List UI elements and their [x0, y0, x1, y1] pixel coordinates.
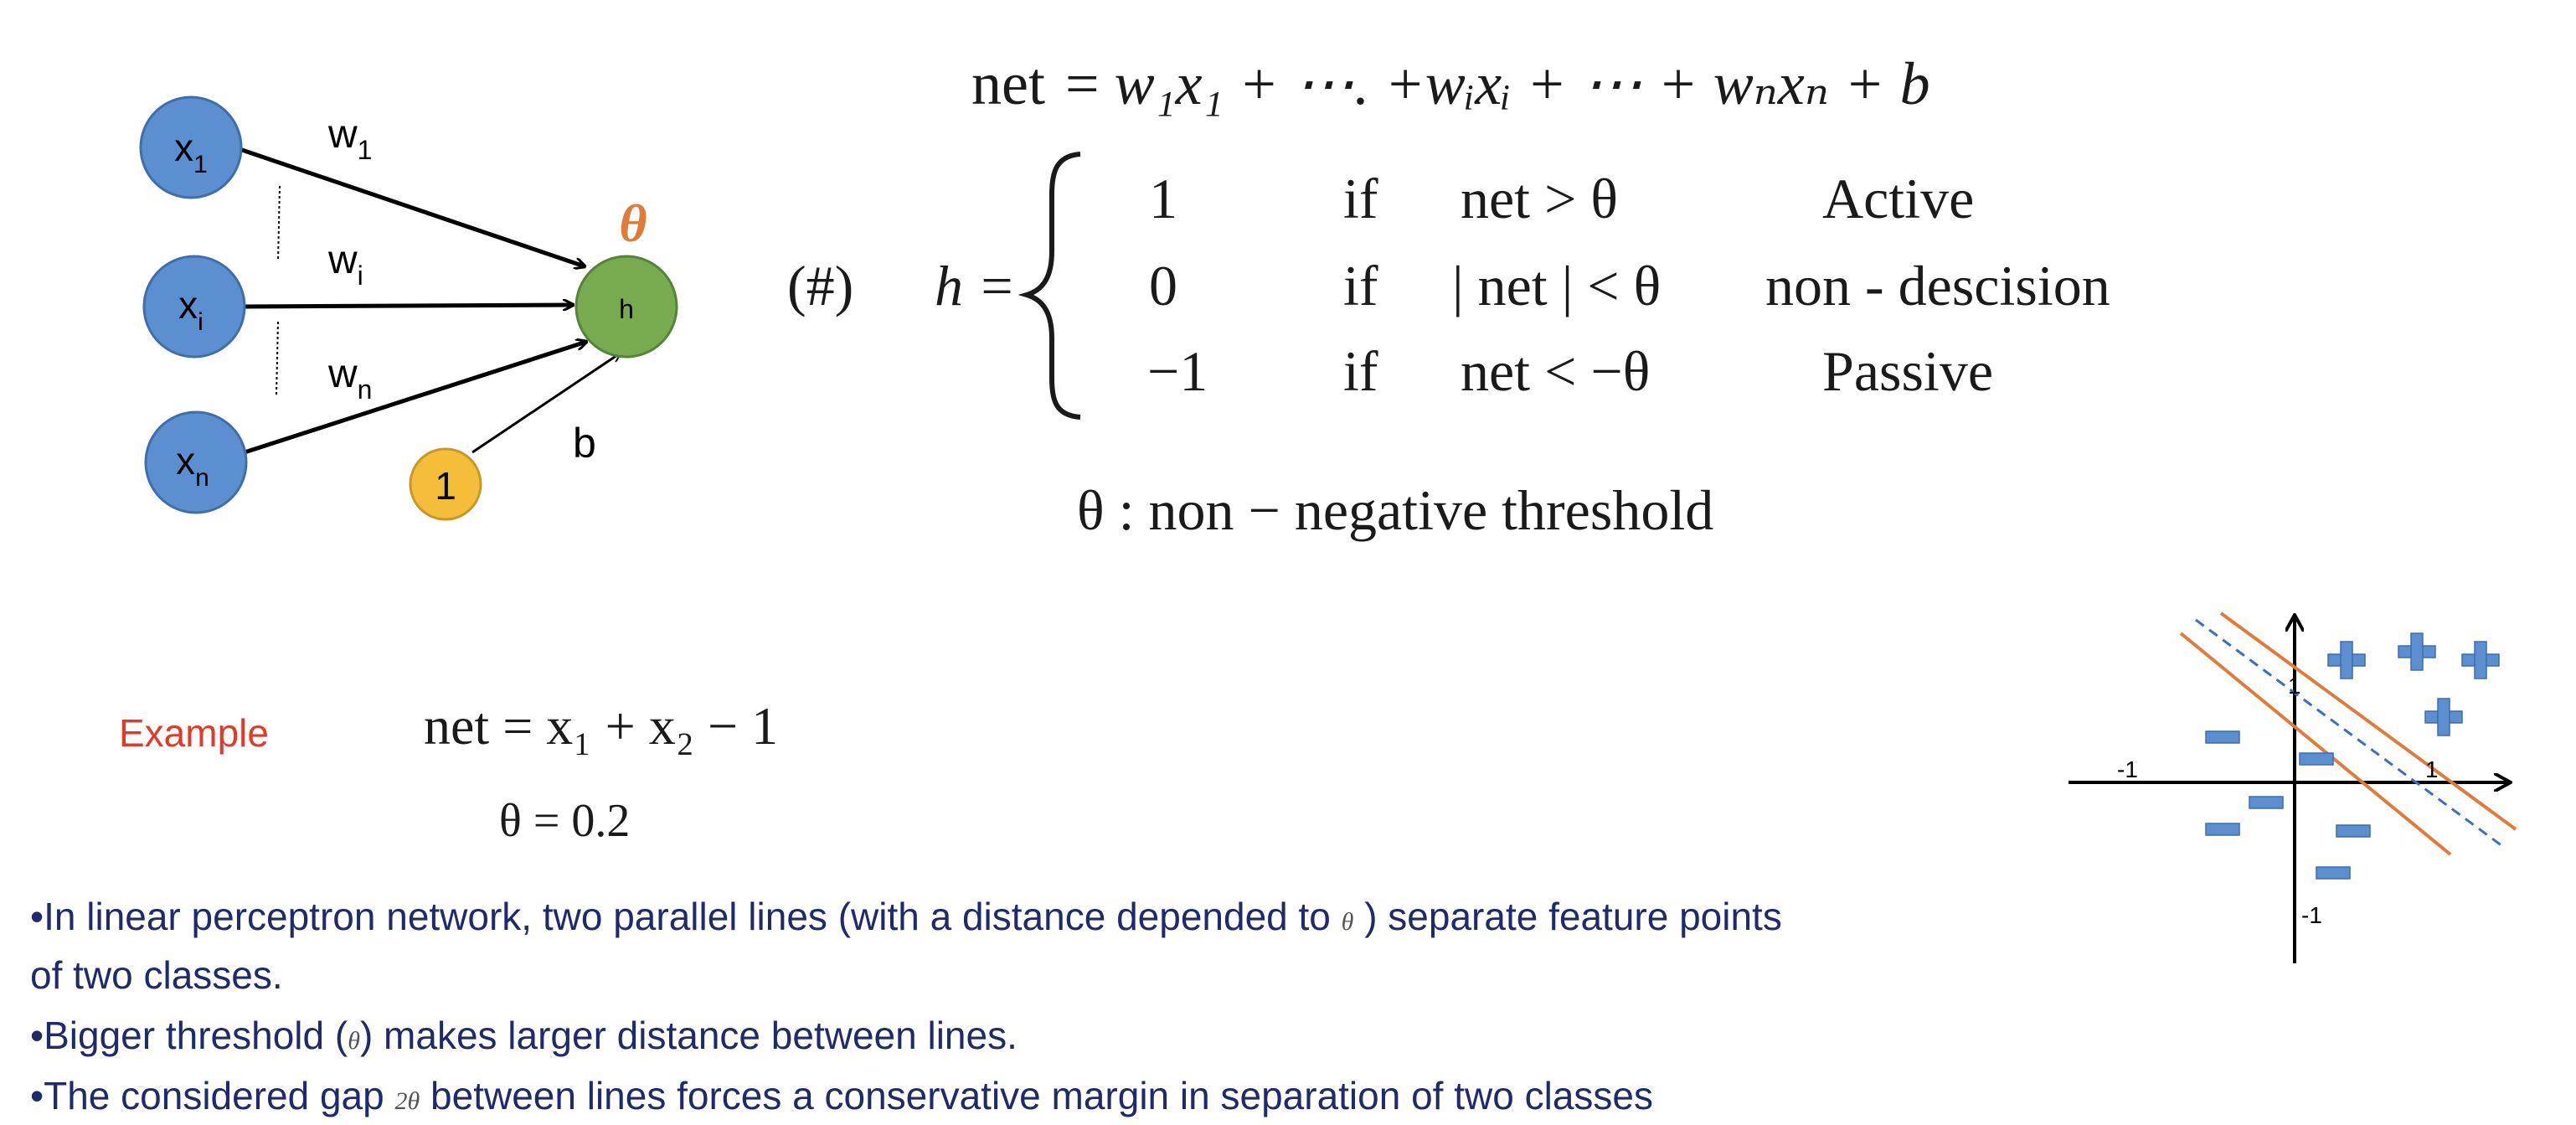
minus-marker-3: [2249, 797, 2283, 808]
edge-x1-h: [240, 149, 585, 266]
svg-text:Passive: Passive: [1822, 339, 1993, 403]
plus-marker-4: [2425, 699, 2462, 735]
minus-marker-2: [2300, 753, 2333, 765]
equations: [787, 50, 2110, 542]
bullet-2-theta: θ: [348, 1027, 360, 1055]
bias-label-b: b: [573, 420, 596, 467]
svg-text:1: 1: [1149, 167, 1177, 230]
tick-label-pos-x: 1: [2425, 756, 2439, 782]
net-equation: net = w₁x₁ + ⋯. +wᵢxᵢ + ⋯ + wₙxₙ + b: [971, 50, 1930, 117]
cases-brace: [1027, 154, 1080, 417]
tick-label-neg-x: -1: [2117, 756, 2138, 782]
plus-marker-1: [2328, 642, 2365, 679]
bullet-1-text: •In linear perceptron network, two parallel lines (with a distance depended to: [30, 895, 1342, 938]
svg-text:1: 1: [435, 464, 456, 508]
bullet-3-gap-symbol: 2θ: [394, 1087, 420, 1115]
input-node-xn: [146, 412, 246, 513]
bullet-1: [30, 893, 1782, 946]
input-node-xi: [144, 256, 245, 357]
theta-definition: θ : non − negative threshold: [1077, 478, 1714, 542]
example-net-equation: net = x₁ + x₂ − 1: [424, 696, 779, 756]
edge-xi-h: [243, 305, 573, 307]
bias-node: [410, 449, 481, 519]
edge-bias-h: [472, 353, 620, 452]
example-theta-value: θ = 0.2: [499, 795, 631, 847]
case-row-active: [1149, 167, 1974, 230]
tick-label-neg-y: -1: [2301, 902, 2322, 928]
threshold-theta-label: θ: [619, 194, 647, 253]
bullet-2-text-end: ) makes larger distance between lines.: [359, 1014, 1018, 1057]
class-minus-markers: [2206, 731, 2370, 879]
perceptron-network: [141, 97, 677, 519]
svg-text:x1: $x_1$: [174, 126, 208, 178]
example-equations: [424, 696, 778, 847]
bullet-3-text: •The considered gap: [30, 1074, 395, 1117]
svg-text:−1: −1: [1147, 339, 1208, 403]
input-node-x1: [141, 97, 241, 198]
minus-marker-1: [2206, 731, 2239, 743]
dots-separator-bottom: [276, 322, 278, 395]
example-label: Example: [119, 711, 269, 755]
class-plus-markers: [2328, 633, 2499, 735]
bullet-3-text-end: between lines forces a conservative margin in separation of two classes: [420, 1074, 1653, 1117]
edge-xn-h: [245, 342, 586, 452]
svg-text:h: h: [619, 294, 634, 324]
svg-text:net < −θ: net < −θ: [1461, 339, 1651, 403]
minus-marker-5: [2336, 825, 2370, 837]
plus-marker-2: [2398, 633, 2435, 670]
minus-marker-6: [2316, 867, 2350, 879]
case-row-passive: [1147, 339, 1993, 403]
svg-text:non - descision: non - descision: [1765, 254, 2110, 317]
svg-text:if: if: [1343, 167, 1378, 230]
bullet-1-continued: of two classes.: [30, 953, 283, 997]
plus-marker-3: [2462, 642, 2499, 679]
dots-separator-top: [278, 186, 280, 261]
output-node-h: [576, 256, 677, 357]
svg-text:0: 0: [1149, 254, 1177, 317]
bullet-2: [30, 1012, 1018, 1065]
svg-text:| net | < θ: | net | < θ: [1452, 254, 1662, 317]
bullet-2-text: •Bigger threshold (: [30, 1014, 348, 1057]
equation-tag: (#): [787, 254, 854, 317]
separation-plot: [2069, 613, 2516, 963]
svg-text:net > θ: net > θ: [1461, 167, 1618, 230]
case-row-non-decision: [1149, 254, 2110, 317]
weight-label-w1: $w_1$: [328, 112, 373, 165]
svg-text:xn: $x_n$: [176, 439, 209, 492]
weight-label-wi: $w_i$: [328, 238, 363, 291]
weight-label-wn: $w_n$: [328, 352, 373, 405]
tick-label-pos-y: 1: [2288, 673, 2301, 699]
svg-text:if: if: [1343, 339, 1378, 403]
minus-marker-4: [2206, 823, 2239, 835]
svg-text:Active: Active: [1822, 167, 1975, 230]
bullet-1-theta: θ: [1341, 908, 1354, 936]
h-lhs: h =: [935, 254, 1016, 317]
bullet-1-text-end: ) separate feature points: [1353, 895, 1782, 938]
decision-line-lower: [2181, 633, 2450, 854]
svg-text:if: if: [1343, 254, 1378, 317]
svg-text:xi: $x_i$: [178, 283, 204, 336]
